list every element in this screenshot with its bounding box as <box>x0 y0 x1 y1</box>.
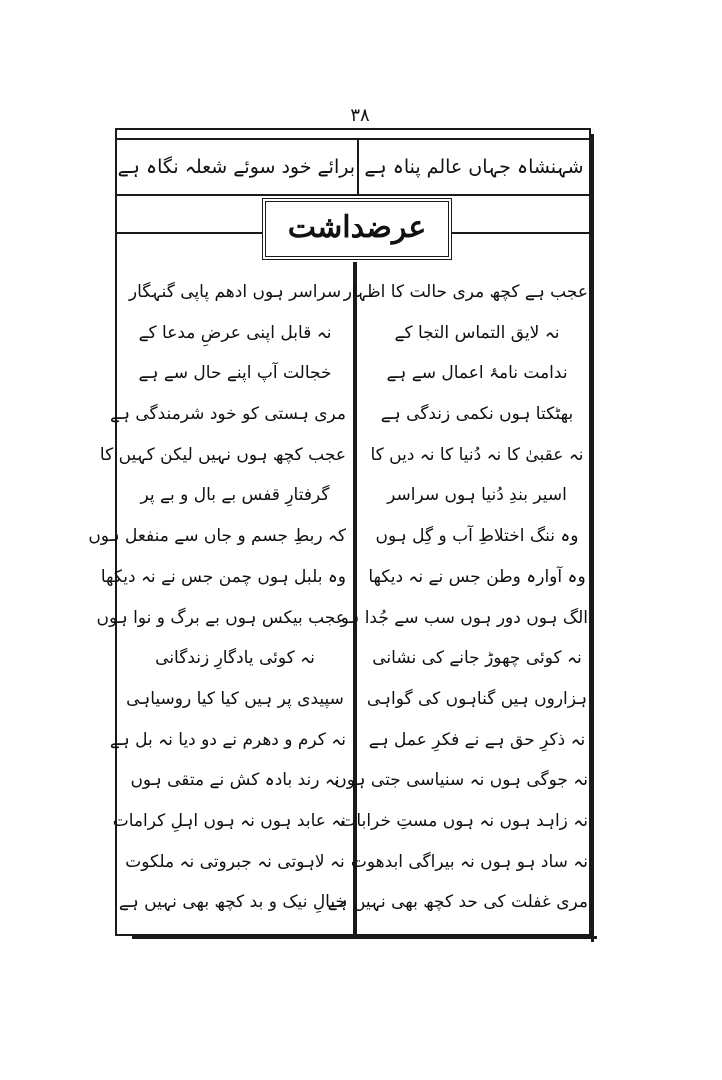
verse-line: گرفتارِ قفس بے بال و بے پر <box>140 485 330 506</box>
verse-line: نہ کوئی یادگارِ زندگانی <box>155 648 315 669</box>
header-row <box>115 138 591 196</box>
verse-line: نہ ساد ہو ہوں نہ بیراگی ابدھوت <box>350 851 588 872</box>
section-title: عرضداشت <box>287 210 427 245</box>
verse-line: نہ کوئی چھوڑ جانے کی نشانی <box>372 648 582 669</box>
verse-line: اسیر بندِ دُنیا ہوں سراسر <box>387 485 567 506</box>
verse-line: نہ لاہوتی نہ جبروتی نہ ملکوت <box>125 851 345 872</box>
verse-line: الگ ہوں دور ہوں سب سے جُدا ہو <box>340 607 588 628</box>
header-left-text: برائے خود سوئے شعلہ نگاہ ہے <box>117 156 355 178</box>
page-number: ۳۸ <box>350 105 370 126</box>
title-rule-right <box>452 232 591 234</box>
verse-line: عجب بیکس ہوں بے برگ و نوا ہوں <box>96 607 346 628</box>
verse-line: نہ ذکرِ حق ہے نے فکرِ عمل ہے <box>368 729 586 750</box>
verse-line: نہ عابد ہوں نہ ہوں اہلِ کرامات <box>112 810 346 831</box>
verse-line: خجالت آپ اپنے حال سے ہے <box>138 363 332 384</box>
verse-line: ہزاروں ہیں گناہوں کی گواہی <box>366 688 588 709</box>
verse-line: بھٹکتا ہوں نکمی زندگی ہے <box>380 404 574 425</box>
verse-line: عجب کچھ ہوں نہیں لیکن کہیں کا <box>99 444 346 465</box>
header-divider <box>357 140 359 194</box>
verse-column-left <box>88 272 346 923</box>
verse-line: ندامت نامۂ اعمال سے ہے <box>386 363 568 384</box>
frame-shadow-bottom <box>132 936 597 944</box>
title-box <box>262 198 452 260</box>
verse-line: وہ ننگ اختلاطِ آب و گِل ہوں <box>375 526 579 547</box>
verse-line: وہ بلبل ہوں چمن جس نے نہ دیکھا <box>100 566 346 587</box>
verse-line: سپیدی پر ہیں کیا کیا روسیاہی <box>126 688 344 709</box>
verse-line: نہ کرم و دھرم نے دو دیا نہ بل ہے <box>109 729 346 750</box>
header-right-text: شہنشاہ جہاں عالم پناہ ہے <box>364 156 584 178</box>
verse-line: نہ عقبیٰ کا نہ دُنیا کا نہ دیں کا <box>370 444 584 465</box>
verse-line: مری غفلت کی حد کچھ بھی نہیں ہے <box>327 892 588 913</box>
verse-column-right <box>327 272 588 923</box>
title-rule-left <box>115 232 262 234</box>
verse-line: کہ ربطِ جسم و جاں سے منفعل ہوں <box>88 526 346 547</box>
verse-line: خیالِ نیک و بد کچھ بھی نہیں ہے <box>118 892 346 913</box>
verse-line: نہ قابل اپنی عرضِ مدعا کے <box>138 322 332 343</box>
verse-line: عجب ہے کچھ مری حالت کا اظہار <box>343 282 588 302</box>
verse-line: مری ہستی کو خود شرمندگی ہے <box>110 404 346 425</box>
verse-line: نہ جوگی ہوں نہ سنیاسی جتی ہوں <box>334 770 588 791</box>
verse-line: سراسر ہوں ادھم پاپی گنہگار <box>128 282 342 302</box>
verse-line: نہ رند بادہ کش نے متقی ہوں <box>130 770 340 791</box>
verse-line: نہ زاہد ہوں نہ ہوں مستِ خرابات <box>340 810 588 831</box>
frame-shadow-right <box>591 134 597 942</box>
verse-line: وہ آوارہ وطن جس نے نہ دیکھا <box>368 566 586 587</box>
verse-line: نہ لایق التماس التجا کے <box>394 322 560 343</box>
